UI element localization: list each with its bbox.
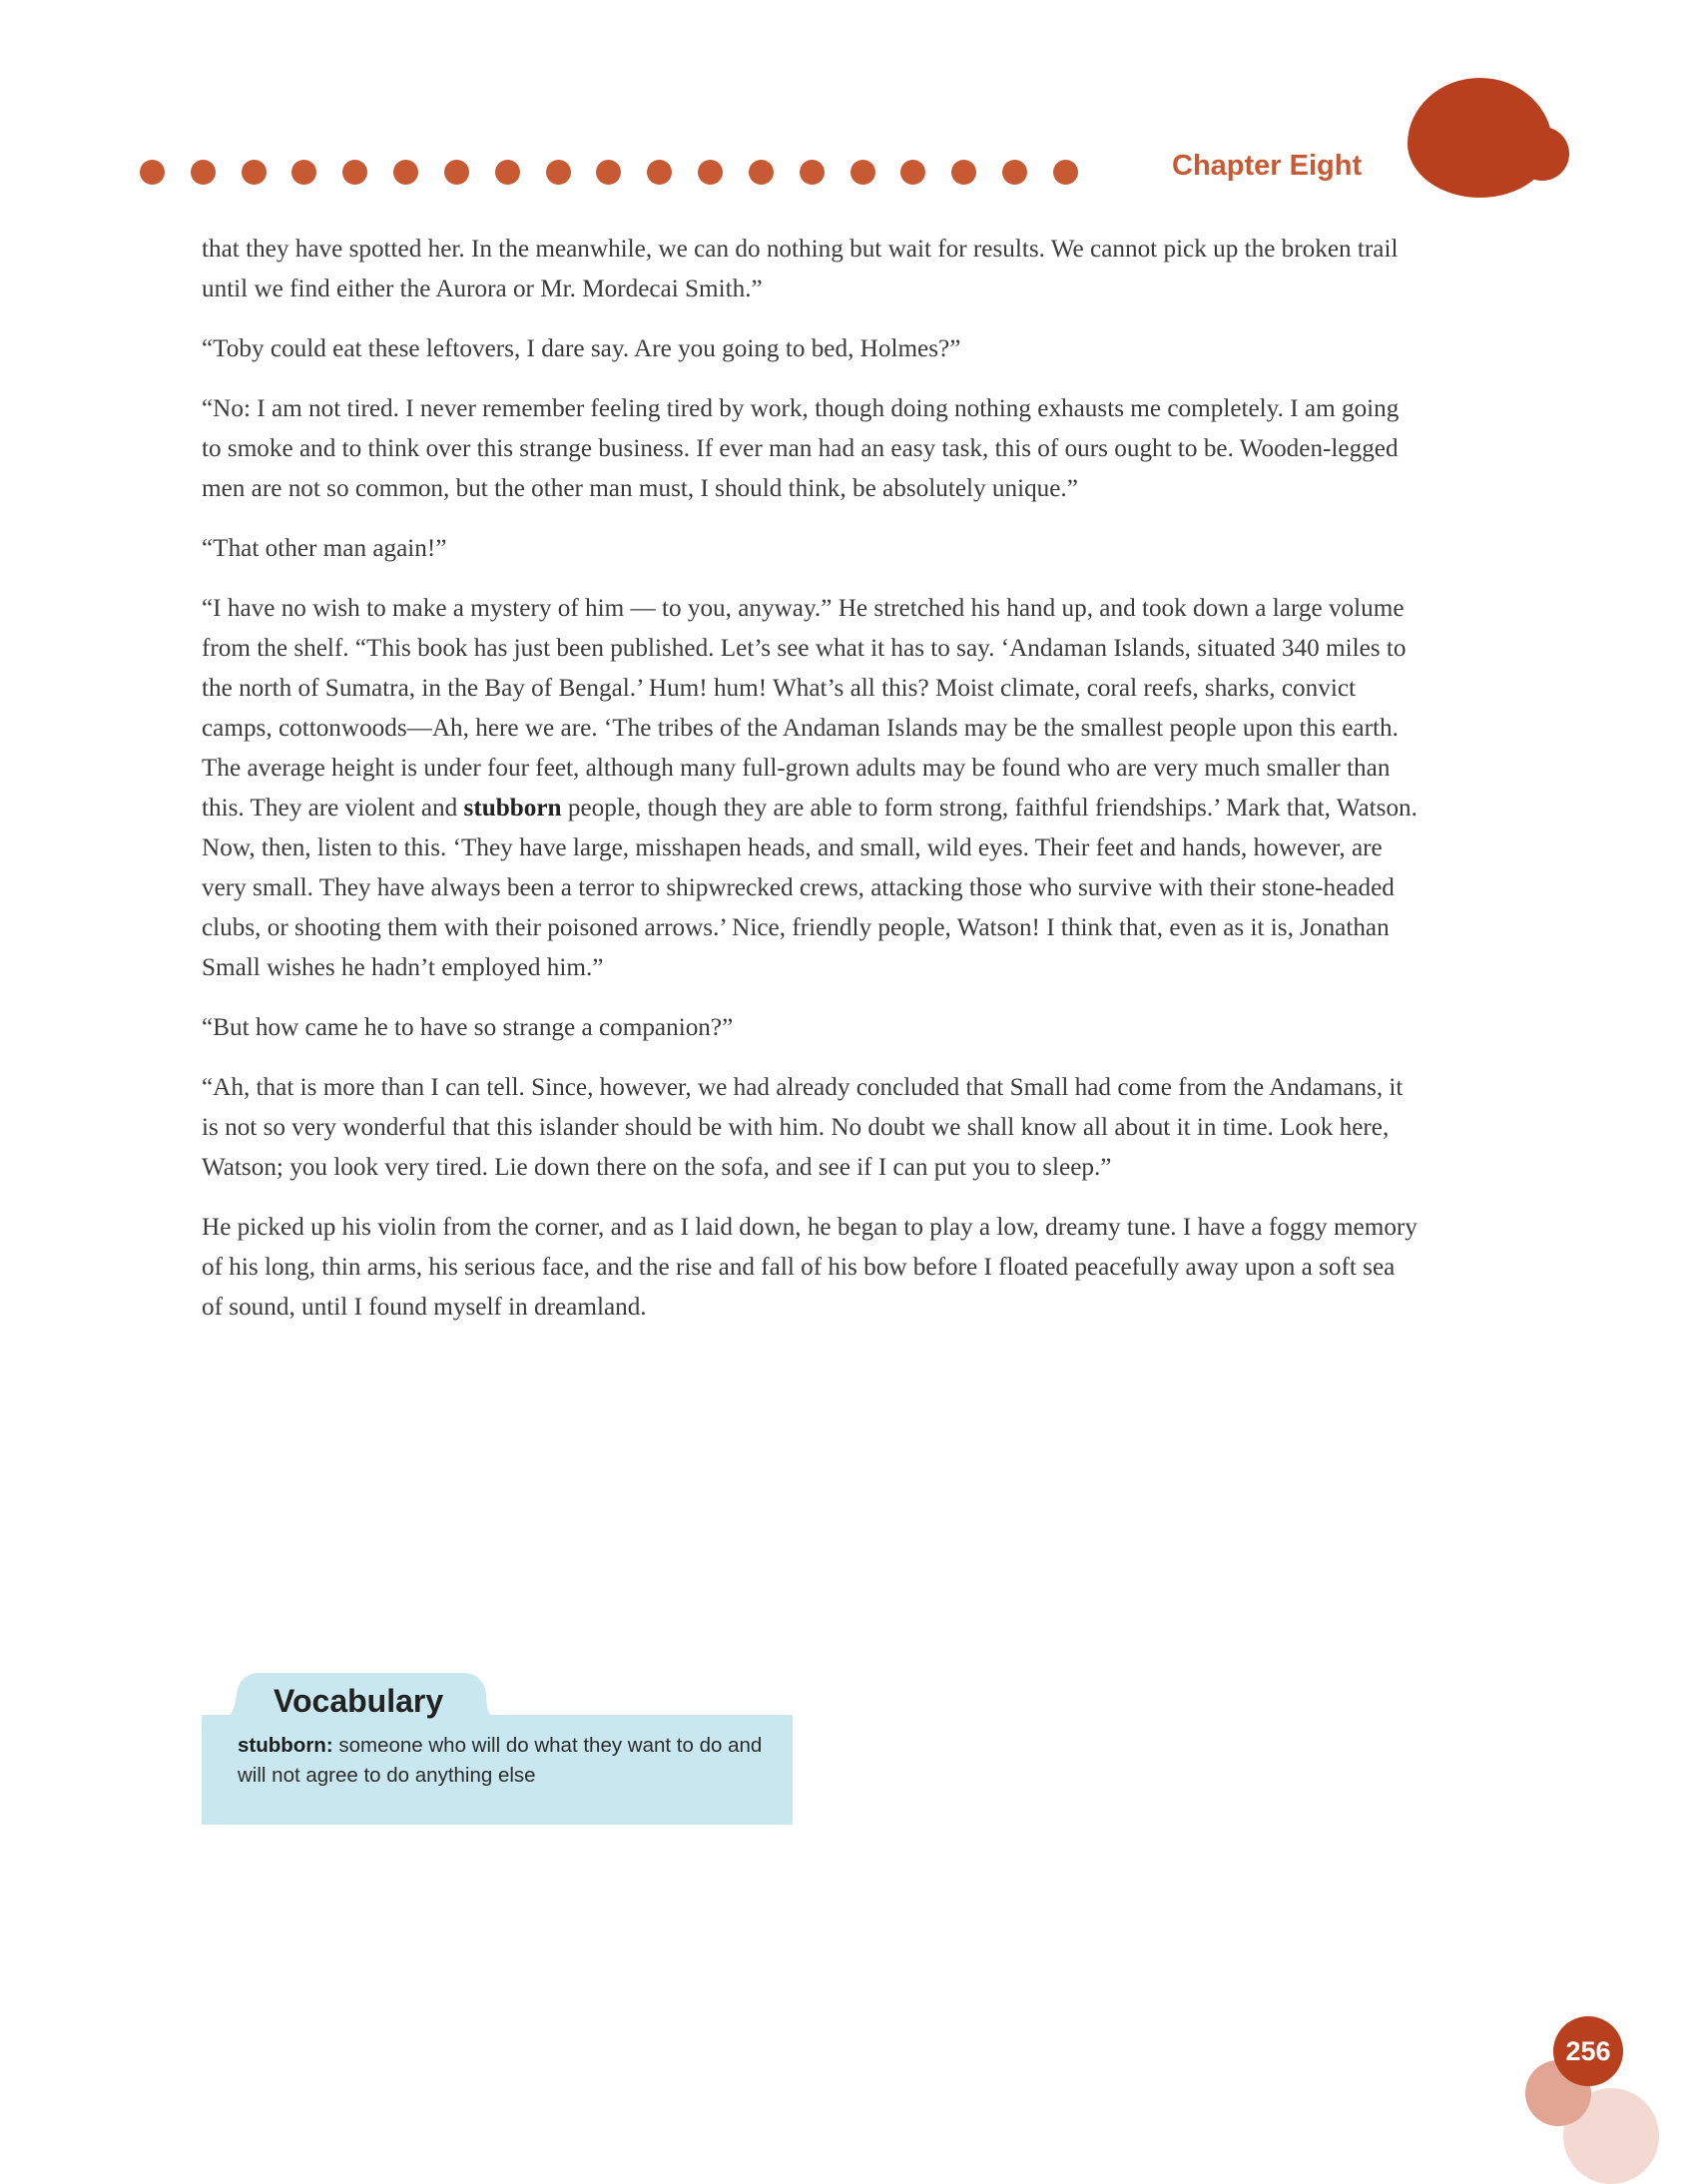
progress-dot — [851, 160, 875, 185]
progress-dot — [800, 160, 825, 185]
vocabulary-term: stubborn: — [238, 1734, 333, 1757]
vocabulary-title: Vocabulary — [274, 1683, 444, 1719]
vocabulary-definition — [238, 1731, 777, 1791]
progress-dot — [1053, 160, 1078, 185]
progress-dot — [342, 160, 367, 185]
vocabulary-meaning: someone who will do what they want to do and will not agree to do anything else — [238, 1734, 763, 1787]
progress-dot — [191, 160, 216, 185]
paragraph: “That other man again!” — [202, 535, 447, 562]
progress-dot — [140, 160, 165, 185]
page-number: 256 — [1565, 2035, 1611, 2066]
vocab-highlight-word: stubborn — [463, 795, 562, 821]
progress-dot — [1002, 160, 1027, 185]
paragraph: “Ah, that is more than I can tell. Since, however, we had already concluded that Small had come from the Andamans, it is not so very wonderful that this islander should be with him. No doubt we shall know all about it in time. Look here, Watson; you look very tired. Lie down there on the sofa, and see if I can put you to sleep.” — [202, 1074, 1404, 1181]
progress-dot — [596, 160, 621, 185]
progress-dot — [647, 160, 672, 185]
progress-dot — [749, 160, 774, 185]
story-text — [202, 230, 1419, 1348]
paragraph-text: people, though they are able to form strong, faithful friendships.’ Mark that, Watson. Now, then, listen to this. ‘They have large, misshapen heads, and small, wild eyes. Their feet and hands, however, are very small. They have always been a terror to shipwrecked crews, attacking those who survive with their stone-headed clubs, or shooting them with their poisoned arrows.’ Nice, friendly people, Watson! I think that, even as it is, Jonathan Small wishes he hadn’t employed him.” — [202, 795, 1418, 981]
progress-dot — [900, 160, 925, 185]
paragraph: He picked up his violin from the corner, and as I laid down, he began to play a low, dreamy tune. I have a foggy memory of his long, thin arms, his serious face, and the rise and fall of his bow before I floated peacefully away upon a soft sea of sound, until I found myself in dreamland. — [202, 1214, 1418, 1321]
paragraph: that they have spotted her. In the meanwhile, we can do nothing but wait for results. We cannot pick up the broken trail until we find either the Aurora or Mr. Mordecai Smith.” — [202, 236, 1399, 302]
paragraph-text: “I have no wish to make a mystery of him — to you, anyway.” He stretched his hand up, and took down a large volume from the shelf. “This book has just been published. Let’s see what it has to say. ‘Andaman Islands, situated 340 miles to the north of Sumatra, in the Bay of Bengal.’ Hum! hum! What’s all this? Moist climate, coral reefs, sharks, convict camps, cottonwoods—Ah, here we are. ‘The tribes of the Andaman Islands may be the smallest people upon this earth. The average height is under four feet, although many full-grown adults may be found who are very much smaller than this. They are violent and — [202, 595, 1407, 821]
progress-dot — [951, 160, 976, 185]
paragraph: “But how came he to have so strange a companion?” — [202, 1014, 734, 1041]
progress-dot — [546, 160, 571, 185]
progress-dot — [393, 160, 418, 185]
progress-dot — [698, 160, 723, 185]
paragraph — [202, 589, 1419, 988]
progress-dot — [242, 160, 267, 185]
paragraph: “No: I am not tired. I never remember feeling tired by work, though doing nothing exhausts me completely. I am going to smoke and to think over this strange business. If ever man had an easy task, this of ours ought to be. Wooden-legged men are not so common, but the other man must, I should think, be absolutely unique.” — [202, 395, 1400, 502]
progress-dot — [291, 160, 316, 185]
progress-dots — [140, 160, 1078, 186]
page-number-badge — [1553, 2016, 1623, 2086]
progress-dot — [444, 160, 469, 185]
paragraph: “Toby could eat these leftovers, I dare say. Are you going to bed, Holmes?” — [202, 335, 961, 362]
progress-dot — [495, 160, 520, 185]
chapter-title: Chapter Eight — [1172, 150, 1363, 182]
header-circle-small — [1515, 127, 1569, 181]
